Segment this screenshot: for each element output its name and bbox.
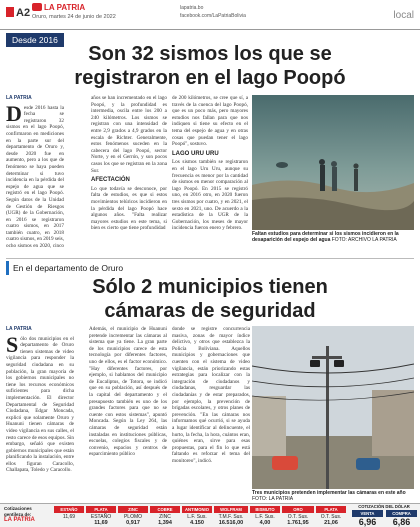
newspaper-logo: LA PATRIA bbox=[32, 3, 85, 12]
story1-photo bbox=[252, 95, 414, 230]
story1-column-1: LA PATRIA D esde 2016 hasta la fecha se registraron 32 sismos en el lago Poopó, confirmaron en mediciones en la parte sur del departamento de Oruro y, desde 2020 fue en aumento, pero a los que de fenómeno se haya pueden determinar si tuvo incidencia en la pérdida del espejo de agua que se registró en el lago Poopó. Según datos de la Unidad de Gestión de Riesgos (UGR) de la Gobernación, en 2016 se registraron cuatro sismos, en 2017 también cuatro, en 2018 cuatro sismos, en 2019 seis, ocho sismos en 2020, cinco bbox=[6, 95, 64, 250]
story-divider bbox=[6, 258, 414, 259]
ticker-cell: BISMUTO L.F. Sus. 4,00 bbox=[250, 506, 280, 526]
ticker-title: Cotizaciones gentileza de: bbox=[4, 506, 32, 517]
ticker-cell: PLATA O.T. Sus. 21,06 bbox=[316, 506, 346, 526]
fx-buy: COMPRA 6,86 bbox=[386, 510, 417, 527]
ticker-cell: ESTAÑO 11,69 bbox=[54, 506, 84, 526]
story1-headline: Son 32 sismos los que se registraron en el lago Poopó bbox=[74, 43, 346, 89]
commodity-ticker bbox=[0, 503, 420, 527]
story2-kicker: En el departamento de Oruro bbox=[6, 261, 129, 275]
ticker-cell: COBRE ZINC 1,394 bbox=[150, 506, 180, 526]
ticker-cell: ZINC PLOMO 0,917 bbox=[118, 506, 148, 526]
story1-column-3: de 200 kilómetros, se cree que sí, a través de la cuenca del lago Poopó, que es un poco más, pero mayores estudios nos fallan para que nos indiquen si tiene su efecto en el tema del espejo de agua y en otras cosas que puedan tener el lago Poopó", sostuvo. LAGO URU URU Los sismos también se registraron en el lago Uru Uru, aunque su frecuencia es menor por la cantidad de sismos en menor comparación al lago Poopó. En 2015 se registró uno, en 2016 otro, en 2020 fueron tres sismos por cuatro, y en 2021, el sexto en 2021, uno. De acuerdo a la estadística de la UGR de la Gobernación, los meses de mayor incidencia fueron enero y febrero. bbox=[172, 95, 248, 232]
story2-column-2: Además, el municipio de Huanuni pretende incrementar las cámaras al sistema que ya tiene. La gran parte de los municipios carece de esta tecnología por diferentes factores, uno de ellos, es el factor económico. "Hay diferentes factores, por ejemplo, si hablamos del municipio de Eucaliptus, de Totora, se indicó que en su población, así después de la capital del departamento y el presupuesto también es uno de los grandes factores para que no se cuente con estos sistemas", apuntó Moncada. Según la Ley 264, las cámaras de seguridad están instaladas en instituciones públicas, escuelas, colegios fiscales y de convenio, espacios y centros de esparcimiento público bbox=[89, 326, 167, 458]
story2-photo-caption: Tres municipios pretenden implementar las cámaras en este año FOTO: LA PATRIA bbox=[252, 490, 406, 503]
story2-headline: Sólo 2 municipios tienen cámaras de seguridad bbox=[92, 276, 328, 322]
story2-column-3: donde se registre concurrencia masiva, zonas de mayor índice delictivo, y otros que establezca la Policía Boliviana. Aquellos municipios y gobernaciones que cuenten con el sistema de video vigilancia, están priorizando estas estrategias para localizar con la integración de ciudadanos y ciudadanas, resguardar las ciudadanías y de estar preparados, por ejemplo, la prevención de brigadas escolares, y otros planes de prevención. "En las cámaras nos informamos qué ocurrió, si se ayuda a lugar identificar al delincuente, el hurto, la fecha, la hora, cuántos eran, quiénes eran, sirve para esas propuestas, para el fin lo que está faltando es reforzar el tema del monitoreo", indicó. bbox=[172, 326, 250, 464]
ticker-cell: PLATA ESTAÑO 11,69 bbox=[86, 506, 116, 526]
story1-photo-caption: Faltan estudios para determinar si los sismos incidieron en la desaparición del espejo del agua FOTO: ARCHIVO LA PATRIA bbox=[252, 231, 399, 244]
section-name: local bbox=[393, 10, 414, 21]
fx-title: COTIZACIÓN DEL DÓLAR bbox=[358, 504, 410, 509]
ticker-cell: ORO O.T. Sus. 1.761,95 bbox=[282, 506, 314, 526]
story1-column-2: años se han incrementado en el lago Poopó, y la profundidad es intermedia, oscila entre los 200 a 240 kilómetros. Los sismos se registran con una intensidad de entre 2,9 grados a 4,9 grados en la escala de Richter. Generalmente, estos fenómenos suceden en la cabecera del lago Poopó, sector Norte, y en el Gerrón, y son pocos casos los que se registran en la zona Sur. AFECTACIÓN Lo que todavía se desconoce, por falta de estudios, es que si estos movimientos telúricos incidieron en la pérdida del lago Poopó hace algunos años. "Falta realizar mayores estudios en este tema, si bien es cierto que tiene profundidad bbox=[91, 95, 167, 232]
fx-sell: VENTA 6,96 bbox=[352, 510, 383, 527]
story2-photo bbox=[252, 326, 414, 489]
ticker-cell: WOLFRAM T.M.F. Sus. 16.516,00 bbox=[214, 506, 248, 526]
dateline: Oruro, martes 24 de junio de 2022 bbox=[32, 14, 116, 20]
story2-column-1: LA PATRIA S ólo dos municipios en el departamento de Oruro tienen sistemas de video vigilancia para responder la seguridad ciudadana en su población, la gran mayoría de los gobiernos municipales no tiene los recursos económicos suficientes para dicha implementación. El director Departamental de Seguridad Ciudadana, Edgar Moncada, explicó que solamente Oruro y Huanuni tienen cámaras de video vigilancia en sus calles, el resto carece de esos equipos. Sin embargo, señaló que existen gobiernos municipales que están planificando la instalación, entre ellos figuran Caracollo, Challapata, Toledo y Caracollo. bbox=[6, 326, 74, 474]
page-number: A2 bbox=[6, 7, 30, 19]
story1-kicker: Desde 2016 bbox=[6, 33, 64, 47]
page-header bbox=[0, 0, 420, 30]
ticker-cell: ANTIMONIO L.F. Sus. 4.150 bbox=[182, 506, 212, 526]
contact-info: lapatria.bo facebook.com/LaPatriaBolivia bbox=[180, 5, 246, 19]
ticker-logo: LA PATRIA bbox=[4, 517, 35, 523]
